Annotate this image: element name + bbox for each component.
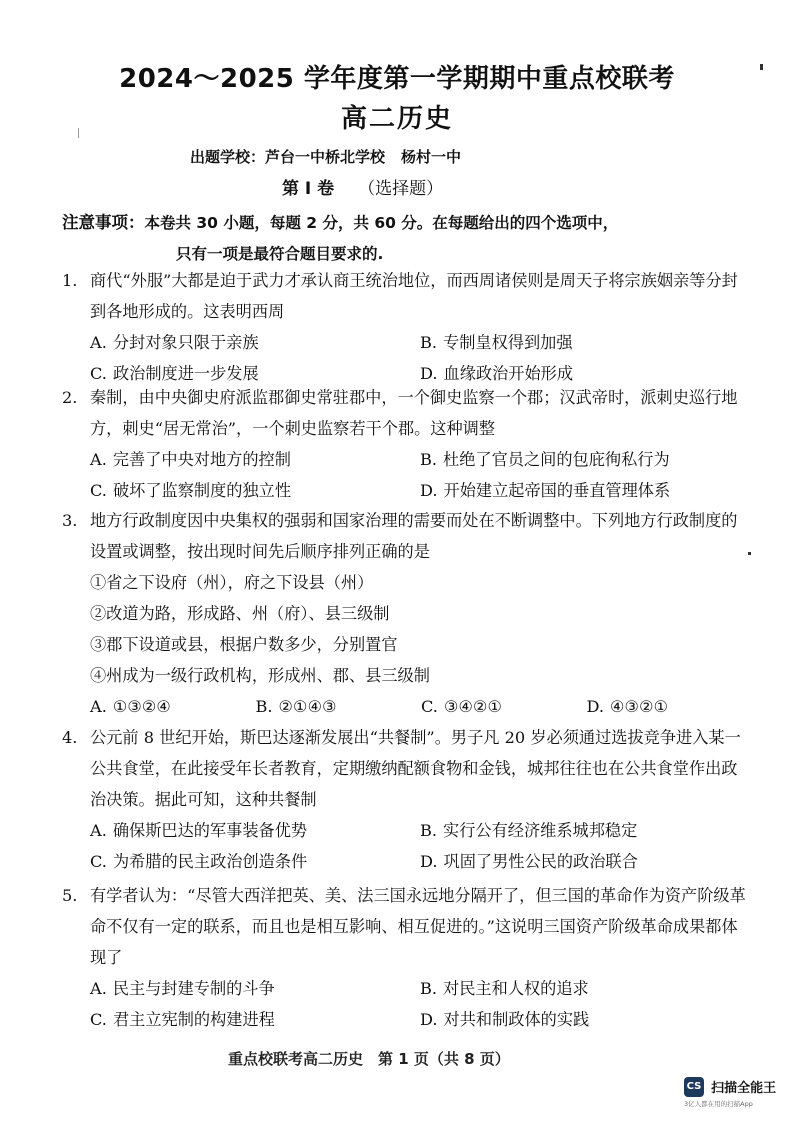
question-number: 2. xyxy=(62,388,78,407)
option-c: C. 为希腊的民主政治创造条件 xyxy=(90,852,308,871)
question-text: 公元前 8 世纪开始，斯巴达逐渐发展出“共餐制”。男子凡 20 岁必须通过选拔竞争进入某一公共食堂，在此接受年长者教育，定期缴纳配额食物和金钱，城邦往往也在公共食堂作出政治决策。据此可知，这种共餐制 xyxy=(90,728,741,809)
notice-label: 注意事项： xyxy=(62,213,145,232)
camscanner-logo-icon: CS xyxy=(684,1077,704,1097)
notice-continuation: 只有一项是最符合题目要求的. xyxy=(176,245,384,263)
question-4 xyxy=(62,722,752,877)
option-b: B. ②①④③ xyxy=(255,697,337,716)
notice-block xyxy=(62,207,762,270)
question-stem xyxy=(62,505,752,567)
question-number: 3. xyxy=(62,511,78,530)
sub-item: ②改道为路，形成路、州（府）、县三级制 xyxy=(90,604,390,623)
question-text: 有学者认为：“尽管大西洋把英、美、法三国永远地分隔开了，但三国的革命作为资产阶级革命不仅有一定的联系，而且也是相互影响、相互促进的。”这说明三国资产阶级革命成果都体现了 xyxy=(90,886,746,967)
option-b: B. 实行公有经济维系城邦稳定 xyxy=(420,821,638,840)
option-list xyxy=(62,973,752,1035)
question-text: 商代“外服”大都是迫于武力才承认商王统治地位，而西周诸侯则是周天子将宗族姻亲等分封到各地形成的。这表明西周 xyxy=(90,271,738,321)
school-second: 杨村一中 xyxy=(401,148,462,166)
subject-title: 高二历史 xyxy=(340,104,453,134)
option-d: D. ④③②① xyxy=(586,697,669,716)
question-stem xyxy=(62,722,752,815)
option-a: A. 确保斯巴达的军事装备优势 xyxy=(90,821,308,840)
sub-item: ①省之下设府（州），府之下设县（州） xyxy=(90,573,374,592)
option-d: D. 血缘政治开始形成 xyxy=(420,364,574,383)
question-1 xyxy=(62,265,752,389)
question-stem xyxy=(62,265,752,327)
question-text: 秦制，由中央御史府派监郡御史常驻郡中，一个御史监察一个郡；汉武帝时，派刺史巡行地方，刺史“居无常治”，一个刺史监察若干个郡。这种调整 xyxy=(90,388,738,438)
sub-item: ④州成为一级行政机构，形成州、郡、县三级制 xyxy=(90,666,430,685)
question-number: 1. xyxy=(62,271,78,290)
option-b: B. 对民主和人权的追求 xyxy=(420,979,589,998)
question-stem xyxy=(62,382,752,444)
option-c: C. 破坏了监察制度的独立性 xyxy=(90,481,292,500)
scanner-watermark xyxy=(684,1076,776,1108)
option-list xyxy=(62,444,752,506)
option-list xyxy=(62,815,752,877)
question-5 xyxy=(62,880,752,1035)
option-c: C. 君主立宪制的构建进程 xyxy=(90,1010,275,1029)
option-d: D. 巩固了男性公民的政治联合 xyxy=(420,852,638,871)
option-list xyxy=(62,691,752,722)
option-d: D. 开始建立起帝国的垂直管理体系 xyxy=(420,481,671,500)
question-number: 5. xyxy=(62,886,78,905)
volume-type: （选择题） xyxy=(358,179,444,199)
scanner-brand-name: 扫描全能王 xyxy=(711,1081,777,1096)
sub-item-list xyxy=(62,567,752,691)
option-a: A. 民主与封建专制的斗争 xyxy=(90,979,275,998)
school-line xyxy=(190,146,461,167)
option-c: C. 政治制度进一步发展 xyxy=(90,364,259,383)
question-2 xyxy=(62,382,752,506)
school-label: 出题学校：芦台一中桥北学校 xyxy=(190,148,386,166)
question-3 xyxy=(62,505,752,722)
question-number: 4. xyxy=(62,728,78,747)
option-b: B. 杜绝了官员之间的包庇徇私行为 xyxy=(420,450,670,469)
option-list xyxy=(62,327,752,389)
volume-heading xyxy=(282,174,443,199)
option-b: B. 专制皇权得到加强 xyxy=(420,333,573,352)
question-text: 地方行政制度因中央集权的强弱和国家治理的需要而处在不断调整中。下列地方行政制度的设置或调整，按出现时间先后顺序排列正确的是 xyxy=(90,511,738,561)
option-a: A. 完善了中央对地方的控制 xyxy=(90,450,291,469)
option-d: D. 对共和制政体的实践 xyxy=(420,1010,590,1029)
page-footer: 重点校联考高二历史 第 1 页（共 8 页） xyxy=(228,1050,510,1068)
exam-title: 2024～2025 学年度第一学期期中重点校联考 xyxy=(119,64,675,94)
option-a: A. ①③②④ xyxy=(90,697,171,716)
option-a: A. 分封对象只限于亲族 xyxy=(90,333,259,352)
question-stem xyxy=(62,880,752,973)
notice-text: 本卷共 30 小题，每题 2 分，共 60 分。在每题给出的四个选项中， xyxy=(144,214,619,232)
sub-item: ③郡下设道或县，根据户数多少，分别置官 xyxy=(90,635,398,654)
option-c: C. ③④②① xyxy=(421,697,503,716)
scanner-tagline: 3亿人都在用的扫描App xyxy=(684,1099,753,1108)
volume-label: 第 Ⅰ 卷 xyxy=(282,179,335,199)
